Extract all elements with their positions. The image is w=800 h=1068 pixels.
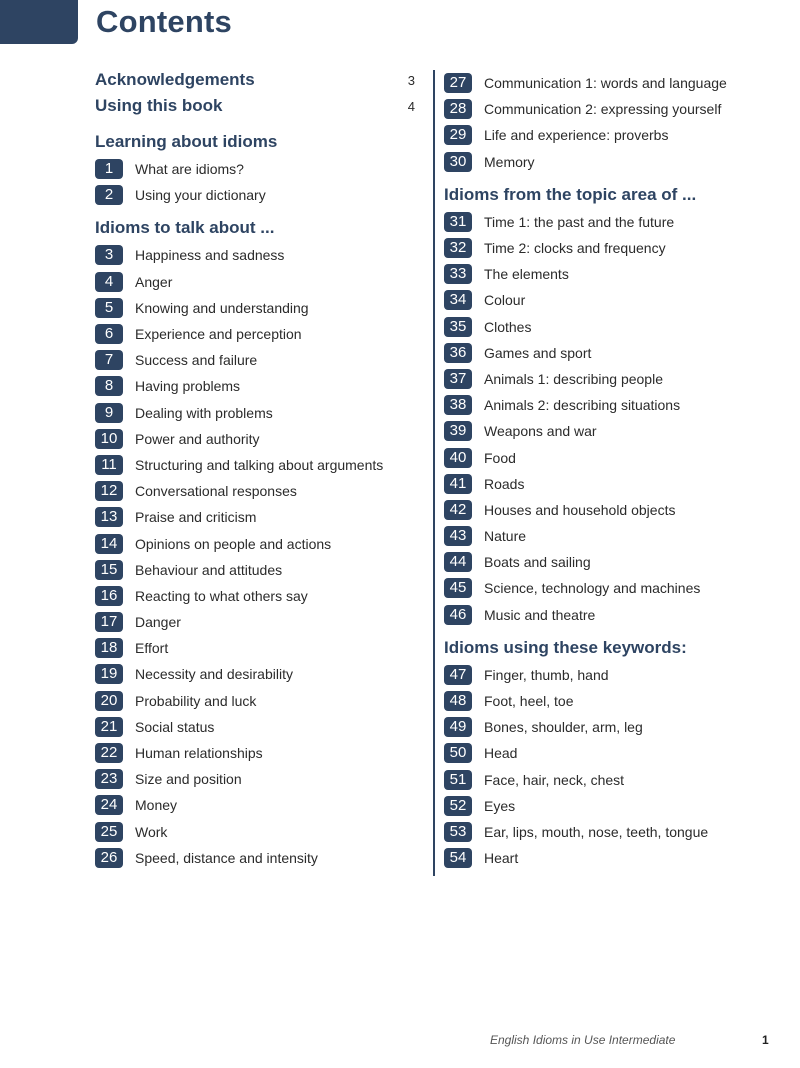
unit-number-badge: 40	[444, 448, 472, 468]
unit-title: Communication 1: words and language	[484, 75, 727, 92]
contents-unit-item[interactable]	[95, 156, 425, 182]
unit-title: Work	[135, 823, 168, 840]
contents-unit-item[interactable]	[95, 766, 425, 792]
contents-unit-item[interactable]	[95, 242, 425, 268]
unit-title: Weapons and war	[484, 423, 597, 440]
unit-title: Face, hair, neck, chest	[484, 771, 625, 788]
unit-title: Animals 2: describing situations	[484, 397, 681, 414]
front-matter-list	[95, 70, 425, 122]
unit-number-badge: 7	[95, 350, 123, 370]
contents-unit-item[interactable]	[95, 426, 425, 452]
unit-number-badge: 12	[95, 481, 123, 501]
contents-unit-item[interactable]	[95, 452, 425, 478]
unit-title: Bones, shoulder, arm, leg	[484, 719, 643, 736]
unit-number-badge: 14	[95, 534, 123, 554]
unit-title: The elements	[484, 266, 569, 283]
front-matter-item[interactable]	[95, 70, 425, 96]
unit-title: Life and experience: proverbs	[484, 127, 669, 144]
contents-unit-item[interactable]	[444, 366, 774, 392]
contents-unit-item[interactable]	[444, 575, 774, 601]
section-heading-keywords: Idioms using these keywords:	[444, 637, 687, 657]
unit-number-badge: 44	[444, 552, 472, 572]
unit-title: Opinions on people and actions	[135, 535, 332, 552]
unit-title: Clothes	[484, 318, 532, 335]
unit-number-badge: 22	[95, 743, 123, 763]
contents-unit-item[interactable]	[444, 602, 774, 628]
unit-number-badge: 1	[95, 159, 123, 179]
contents-column-left	[95, 70, 425, 871]
contents-unit-item[interactable]	[444, 523, 774, 549]
footer-page-number: 1	[762, 1033, 769, 1047]
contents-unit-item[interactable]	[95, 819, 425, 845]
corner-tab-decoration	[0, 0, 78, 44]
contents-unit-item[interactable]	[95, 688, 425, 714]
unit-title: Power and authority	[135, 430, 260, 447]
unit-number-badge: 13	[95, 507, 123, 527]
unit-title: Animals 1: describing people	[484, 370, 663, 387]
unit-title: Structuring and talking about arguments	[135, 456, 384, 473]
page-title: Contents	[96, 4, 232, 39]
footer-book-title: English Idioms in Use Intermediate	[490, 1033, 676, 1047]
unit-number-badge: 24	[95, 795, 123, 815]
contents-unit-item[interactable]	[95, 478, 425, 504]
contents-unit-item[interactable]	[444, 418, 774, 444]
front-matter-page: 4	[407, 99, 415, 114]
unit-number-badge: 34	[444, 290, 472, 310]
unit-title: Colour	[484, 292, 526, 309]
unit-number-badge: 19	[95, 664, 123, 684]
contents-unit-item[interactable]	[444, 444, 774, 470]
unit-number-badge: 54	[444, 848, 472, 868]
unit-title: Human relationships	[135, 745, 263, 762]
unit-title: Nature	[484, 528, 527, 545]
unit-title: Having problems	[135, 378, 241, 395]
unit-number-badge: 32	[444, 238, 472, 258]
unit-number-badge: 15	[95, 560, 123, 580]
contents-unit-item[interactable]	[444, 122, 774, 148]
unit-title: Necessity and desirability	[135, 666, 293, 683]
unit-number-badge: 11	[95, 455, 123, 475]
unit-title: Music and theatre	[484, 606, 596, 623]
contents-unit-item[interactable]	[95, 373, 425, 399]
unit-number-badge: 52	[444, 796, 472, 816]
unit-title: What are idioms?	[135, 161, 244, 178]
unit-title: Success and failure	[135, 352, 258, 369]
contents-unit-item[interactable]	[444, 70, 774, 96]
contents-unit-item[interactable]	[444, 209, 774, 235]
unit-number-badge: 38	[444, 395, 472, 415]
unit-title: Communication 2: expressing yourself	[484, 101, 722, 118]
contents-unit-item[interactable]	[95, 504, 425, 530]
unit-title: Foot, heel, toe	[484, 693, 574, 710]
unit-number-badge: 10	[95, 429, 123, 449]
unit-number-badge: 21	[95, 717, 123, 737]
contents-unit-item[interactable]	[95, 295, 425, 321]
unit-number-badge: 18	[95, 638, 123, 658]
unit-title: Houses and household objects	[484, 501, 676, 518]
unit-title: Danger	[135, 614, 181, 631]
unit-title: Finger, thumb, hand	[484, 666, 609, 683]
contents-unit-item[interactable]	[444, 96, 774, 122]
unit-title: Effort	[135, 640, 169, 657]
unit-title: Happiness and sadness	[135, 247, 285, 264]
unit-title: Money	[135, 797, 178, 814]
unit-title: Eyes	[484, 797, 516, 814]
unit-list-learning	[95, 156, 425, 208]
unit-title: Time 2: clocks and frequency	[484, 240, 666, 257]
contents-unit-item[interactable]	[95, 792, 425, 818]
contents-unit-item[interactable]	[95, 609, 425, 635]
unit-title: Anger	[135, 273, 173, 290]
unit-number-badge: 8	[95, 376, 123, 396]
contents-unit-item[interactable]	[444, 287, 774, 313]
unit-title: Memory	[484, 153, 535, 170]
contents-unit-item[interactable]	[444, 392, 774, 418]
contents-unit-item[interactable]	[444, 340, 774, 366]
unit-number-badge: 2	[95, 185, 123, 205]
section-heading-talk: Idioms to talk about ...	[95, 218, 275, 238]
contents-unit-item[interactable]	[444, 471, 774, 497]
contents-unit-item[interactable]	[95, 182, 425, 208]
contents-column-right	[444, 70, 774, 871]
unit-title: Food	[484, 449, 516, 466]
unit-title: Head	[484, 745, 518, 762]
contents-unit-item[interactable]	[444, 314, 774, 340]
contents-unit-item[interactable]	[95, 845, 425, 871]
unit-title: Boats and sailing	[484, 554, 591, 571]
contents-unit-item[interactable]	[444, 845, 774, 871]
unit-number-badge: 4	[95, 272, 123, 292]
contents-unit-item[interactable]	[95, 583, 425, 609]
unit-title: Heart	[484, 850, 519, 867]
contents-unit-item[interactable]	[444, 261, 774, 287]
unit-number-badge: 49	[444, 717, 472, 737]
unit-title: Dealing with problems	[135, 404, 273, 421]
unit-number-badge: 48	[444, 691, 472, 711]
contents-unit-item[interactable]	[444, 767, 774, 793]
unit-list-topic	[444, 209, 774, 628]
unit-title: Games and sport	[484, 344, 592, 361]
section-heading-topic: Idioms from the topic area of ...	[444, 184, 697, 204]
contents-unit-item[interactable]	[444, 740, 774, 766]
unit-title: Speed, distance and intensity	[135, 849, 318, 866]
unit-list-talk	[95, 242, 425, 871]
unit-number-badge: 29	[444, 125, 472, 145]
unit-number-badge: 27	[444, 73, 472, 93]
unit-number-badge: 50	[444, 743, 472, 763]
front-matter-label: Using this book	[95, 96, 223, 115]
contents-unit-item[interactable]	[95, 714, 425, 740]
contents-unit-item[interactable]	[95, 400, 425, 426]
unit-number-badge: 25	[95, 822, 123, 842]
contents-unit-item[interactable]	[95, 347, 425, 373]
unit-title: Reacting to what others say	[135, 587, 308, 604]
contents-unit-item[interactable]	[444, 149, 774, 175]
unit-number-badge: 17	[95, 612, 123, 632]
front-matter-item[interactable]	[95, 96, 425, 122]
contents-unit-item[interactable]	[95, 557, 425, 583]
unit-title: Praise and criticism	[135, 509, 257, 526]
unit-number-badge: 6	[95, 324, 123, 344]
contents-unit-item[interactable]	[444, 819, 774, 845]
contents-unit-item[interactable]	[95, 530, 425, 556]
unit-title: Probability and luck	[135, 692, 257, 709]
unit-number-badge: 53	[444, 822, 472, 842]
unit-number-badge: 30	[444, 152, 472, 172]
unit-title: Knowing and understanding	[135, 299, 309, 316]
front-matter-page: 3	[407, 73, 415, 88]
unit-number-badge: 16	[95, 586, 123, 606]
unit-number-badge: 5	[95, 298, 123, 318]
unit-number-badge: 36	[444, 343, 472, 363]
unit-number-badge: 37	[444, 369, 472, 389]
column-divider	[433, 70, 435, 876]
unit-list-talk-continued	[444, 70, 774, 175]
unit-number-badge: 33	[444, 264, 472, 284]
contents-unit-item[interactable]	[95, 740, 425, 766]
front-matter-label: Acknowledgements	[95, 70, 255, 89]
unit-number-badge: 46	[444, 605, 472, 625]
unit-title: Social status	[135, 718, 215, 735]
contents-unit-item[interactable]	[444, 497, 774, 523]
contents-unit-item[interactable]	[95, 635, 425, 661]
unit-title: Ear, lips, mouth, nose, teeth, tongue	[484, 823, 709, 840]
unit-number-badge: 3	[95, 245, 123, 265]
unit-number-badge: 23	[95, 769, 123, 789]
unit-number-badge: 42	[444, 500, 472, 520]
contents-unit-item[interactable]	[444, 793, 774, 819]
unit-number-badge: 51	[444, 770, 472, 790]
unit-number-badge: 43	[444, 526, 472, 546]
unit-number-badge: 35	[444, 317, 472, 337]
contents-unit-item[interactable]	[444, 662, 774, 688]
unit-number-badge: 9	[95, 403, 123, 423]
unit-list-keywords	[444, 662, 774, 872]
unit-number-badge: 31	[444, 212, 472, 232]
unit-title: Size and position	[135, 771, 242, 788]
contents-unit-item[interactable]	[95, 321, 425, 347]
unit-title: Conversational responses	[135, 483, 297, 500]
unit-title: Roads	[484, 475, 525, 492]
contents-unit-item[interactable]	[444, 714, 774, 740]
unit-title: Experience and perception	[135, 326, 302, 343]
unit-number-badge: 45	[444, 578, 472, 598]
unit-title: Time 1: the past and the future	[484, 213, 675, 230]
unit-title: Using your dictionary	[135, 187, 266, 204]
section-heading-learning: Learning about idioms	[95, 132, 278, 151]
unit-title: Behaviour and attitudes	[135, 561, 283, 578]
contents-unit-item[interactable]	[95, 269, 425, 295]
contents-unit-item[interactable]	[444, 235, 774, 261]
contents-unit-item[interactable]	[444, 688, 774, 714]
contents-unit-item[interactable]	[444, 549, 774, 575]
unit-number-badge: 28	[444, 99, 472, 119]
unit-number-badge: 39	[444, 421, 472, 441]
contents-unit-item[interactable]	[95, 661, 425, 687]
unit-title: Science, technology and machines	[484, 580, 701, 597]
unit-number-badge: 41	[444, 474, 472, 494]
unit-number-badge: 47	[444, 665, 472, 685]
unit-number-badge: 20	[95, 691, 123, 711]
unit-number-badge: 26	[95, 848, 123, 868]
